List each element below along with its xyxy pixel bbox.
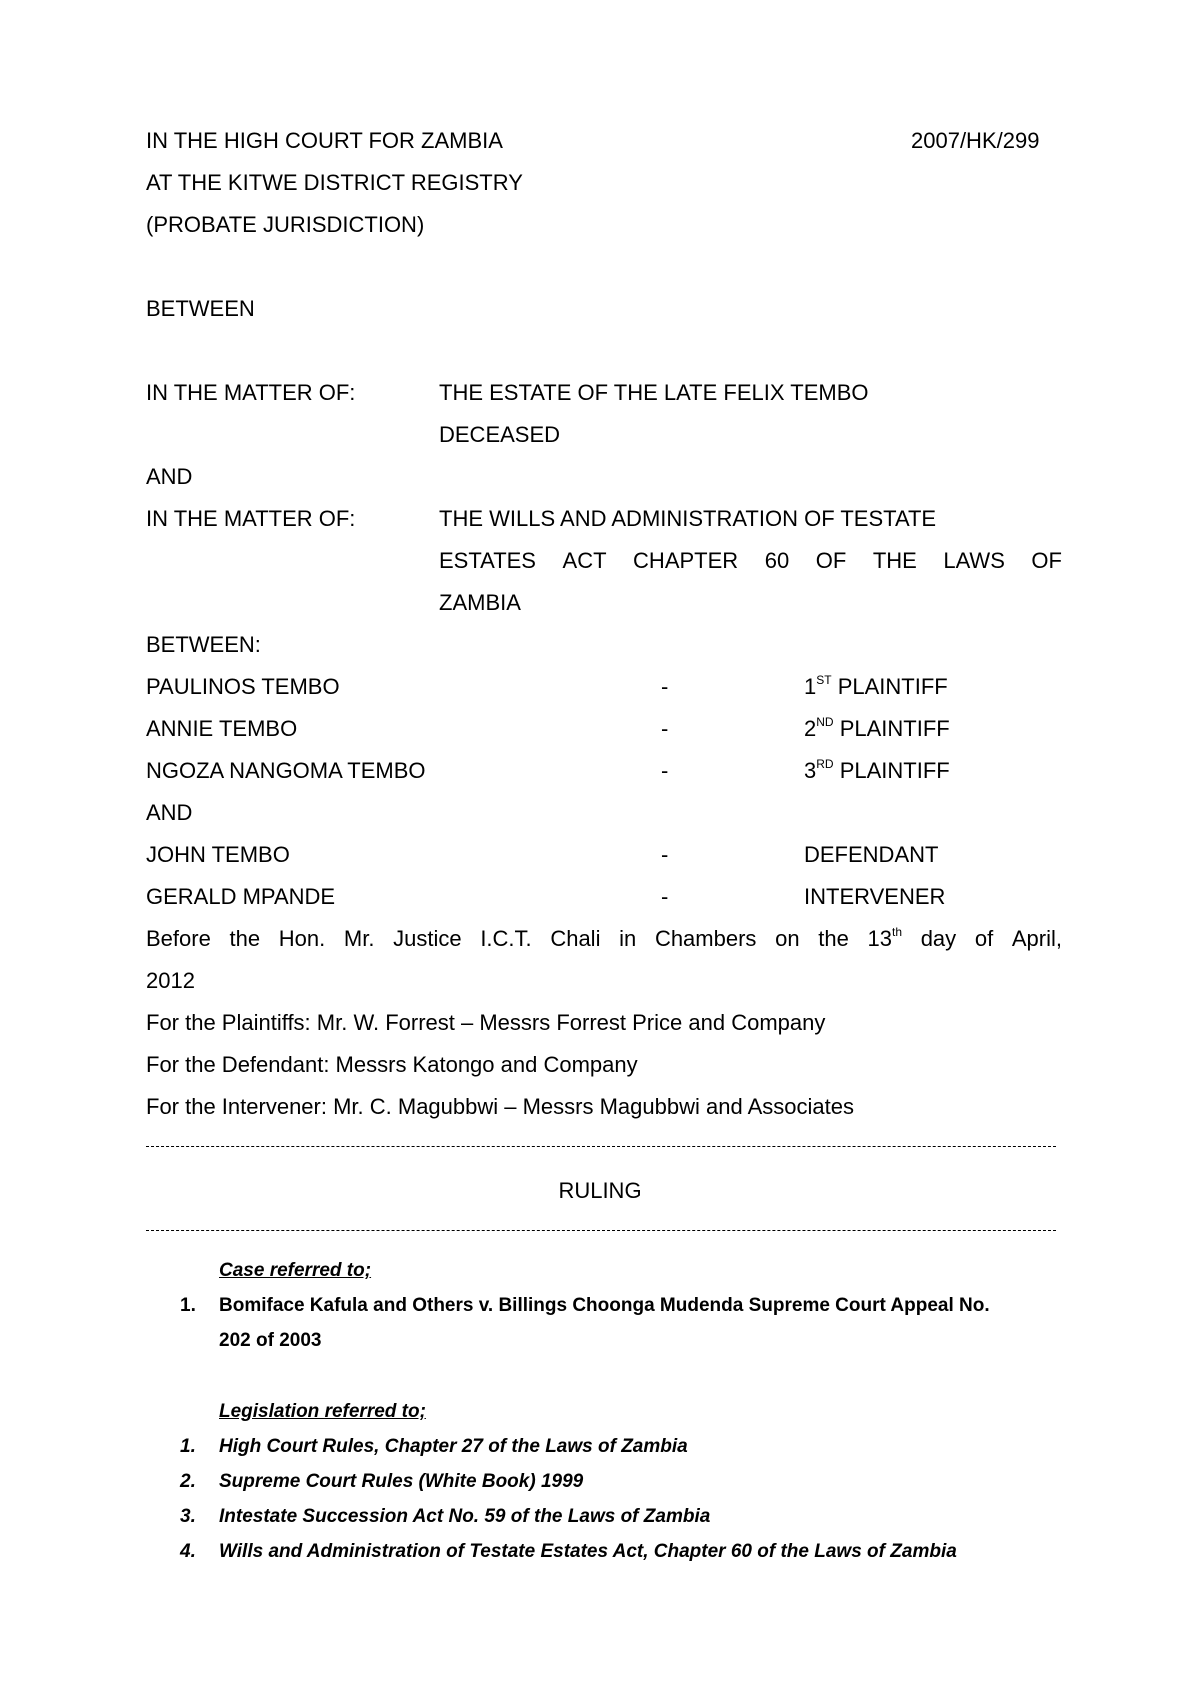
word: day: [920, 926, 957, 951]
word: Mr.: [343, 926, 375, 951]
party-name: NGOZA NANGOMA TEMBO: [146, 758, 426, 783]
legislation-item: Intestate Succession Act No. 59 of the Laws of Zambia: [219, 1506, 711, 1527]
divider-top: [146, 1146, 1056, 1147]
coram-year: 2012: [146, 968, 195, 993]
role-text: PLAINTIFF: [831, 674, 948, 699]
party-dash: -: [661, 674, 669, 699]
ruling-title: RULING: [558, 1178, 642, 1203]
registry: AT THE KITWE DISTRICT REGISTRY: [146, 170, 523, 195]
party-role: INTERVENER: [804, 884, 946, 909]
between-parties-heading: BETWEEN:: [146, 632, 261, 657]
word: in: [619, 926, 637, 951]
word: Hon.: [278, 926, 326, 951]
case-citation-line1: Bomiface Kafula and Others v. Billings Choonga Mudenda Supreme Court Appeal No.: [219, 1295, 990, 1316]
matter1-line2: DECEASED: [439, 422, 561, 447]
jurisdiction: (PROBATE JURISDICTION): [146, 212, 425, 237]
party-dash: -: [661, 884, 669, 909]
counsel-plaintiffs: For the Plaintiffs: Mr. W. Forrest – Messrs Forrest Price and Company: [146, 1010, 826, 1035]
word: I.C.T.: [480, 926, 532, 951]
ordinal-suffix: ST: [816, 672, 832, 687]
counsel-intervener: For the Intervener: Mr. C. Magubbwi – Messrs Magubbwi and Associates: [146, 1094, 854, 1119]
matter2-label: IN THE MATTER OF:: [146, 506, 356, 531]
party-role: [804, 757, 950, 785]
ordinal-number: 3: [804, 758, 817, 783]
party-role: [804, 673, 948, 701]
legislation-item: High Court Rules, Chapter 27 of the Laws of Zambia: [219, 1436, 688, 1457]
ordinal-suffix: ND: [816, 714, 834, 729]
word: OF: [815, 548, 847, 573]
ordinal-suffix: RD: [816, 756, 834, 771]
party-role: DEFENDANT: [804, 842, 939, 867]
ordinal-number: 2: [804, 716, 817, 741]
word: April,: [1011, 926, 1062, 951]
counsel-defendant: For the Defendant: Messrs Katongo and Company: [146, 1052, 638, 1077]
legislation-heading: Legislation referred to;: [219, 1401, 426, 1422]
legislation-number: 2.: [180, 1471, 196, 1492]
matter2-line2: [439, 547, 1062, 575]
word: Justice: [393, 926, 462, 951]
party-dash: -: [661, 758, 669, 783]
matter1-label: IN THE MATTER OF:: [146, 380, 356, 405]
case-number-label: 1.: [180, 1295, 196, 1316]
day-suffix: th: [892, 924, 903, 939]
court-name: IN THE HIGH COURT FOR ZAMBIA: [146, 128, 503, 153]
word: the: [229, 926, 261, 951]
party-role: [804, 715, 950, 743]
matter2-line3: ZAMBIA: [439, 590, 521, 615]
and-separator: AND: [146, 464, 193, 489]
legislation-item: Supreme Court Rules (White Book) 1999: [219, 1471, 584, 1492]
between-heading: BETWEEN: [146, 296, 255, 321]
party-dash: -: [661, 716, 669, 741]
day-ordinal: [868, 925, 903, 953]
role-text: PLAINTIFF: [833, 716, 950, 741]
word: 60: [764, 548, 790, 573]
legislation-number: 4.: [180, 1541, 196, 1562]
party-name: ANNIE TEMBO: [146, 716, 298, 741]
case-citation-line2: 202 of 2003: [219, 1330, 322, 1351]
word: on: [775, 926, 800, 951]
legislation-item: Wills and Administration of Testate Estates Act, Chapter 60 of the Laws of Zambia: [219, 1541, 957, 1562]
divider-bottom: [146, 1230, 1056, 1231]
word: OF: [1031, 548, 1062, 573]
cases-heading: Case referred to;: [219, 1260, 372, 1281]
day-number: 13: [867, 926, 892, 951]
case-number: 2007/HK/299: [911, 128, 1040, 153]
party-name: GERALD MPANDE: [146, 884, 336, 909]
word: Before: [146, 926, 211, 951]
legislation-number: 3.: [180, 1506, 196, 1527]
matter1-line1: THE ESTATE OF THE LATE FELIX TEMBO: [439, 380, 869, 405]
coram-line: [146, 925, 1062, 953]
word: LAWS: [943, 548, 1005, 573]
party-dash: -: [661, 842, 669, 867]
word: ESTATES: [439, 548, 536, 573]
word: Chambers: [654, 926, 757, 951]
word: CHAPTER: [633, 548, 739, 573]
word: of: [974, 926, 994, 951]
word: Chali: [550, 926, 601, 951]
role-text: PLAINTIFF: [833, 758, 950, 783]
ordinal-number: 1: [804, 674, 817, 699]
word: ACT: [562, 548, 607, 573]
legislation-number: 1.: [180, 1436, 196, 1457]
matter2-line1: THE WILLS AND ADMINISTRATION OF TESTATE: [439, 506, 937, 531]
party-name: PAULINOS TEMBO: [146, 674, 340, 699]
party-name: JOHN TEMBO: [146, 842, 290, 867]
word: the: [818, 926, 849, 951]
parties-and: AND: [146, 800, 193, 825]
word: THE: [872, 548, 917, 573]
